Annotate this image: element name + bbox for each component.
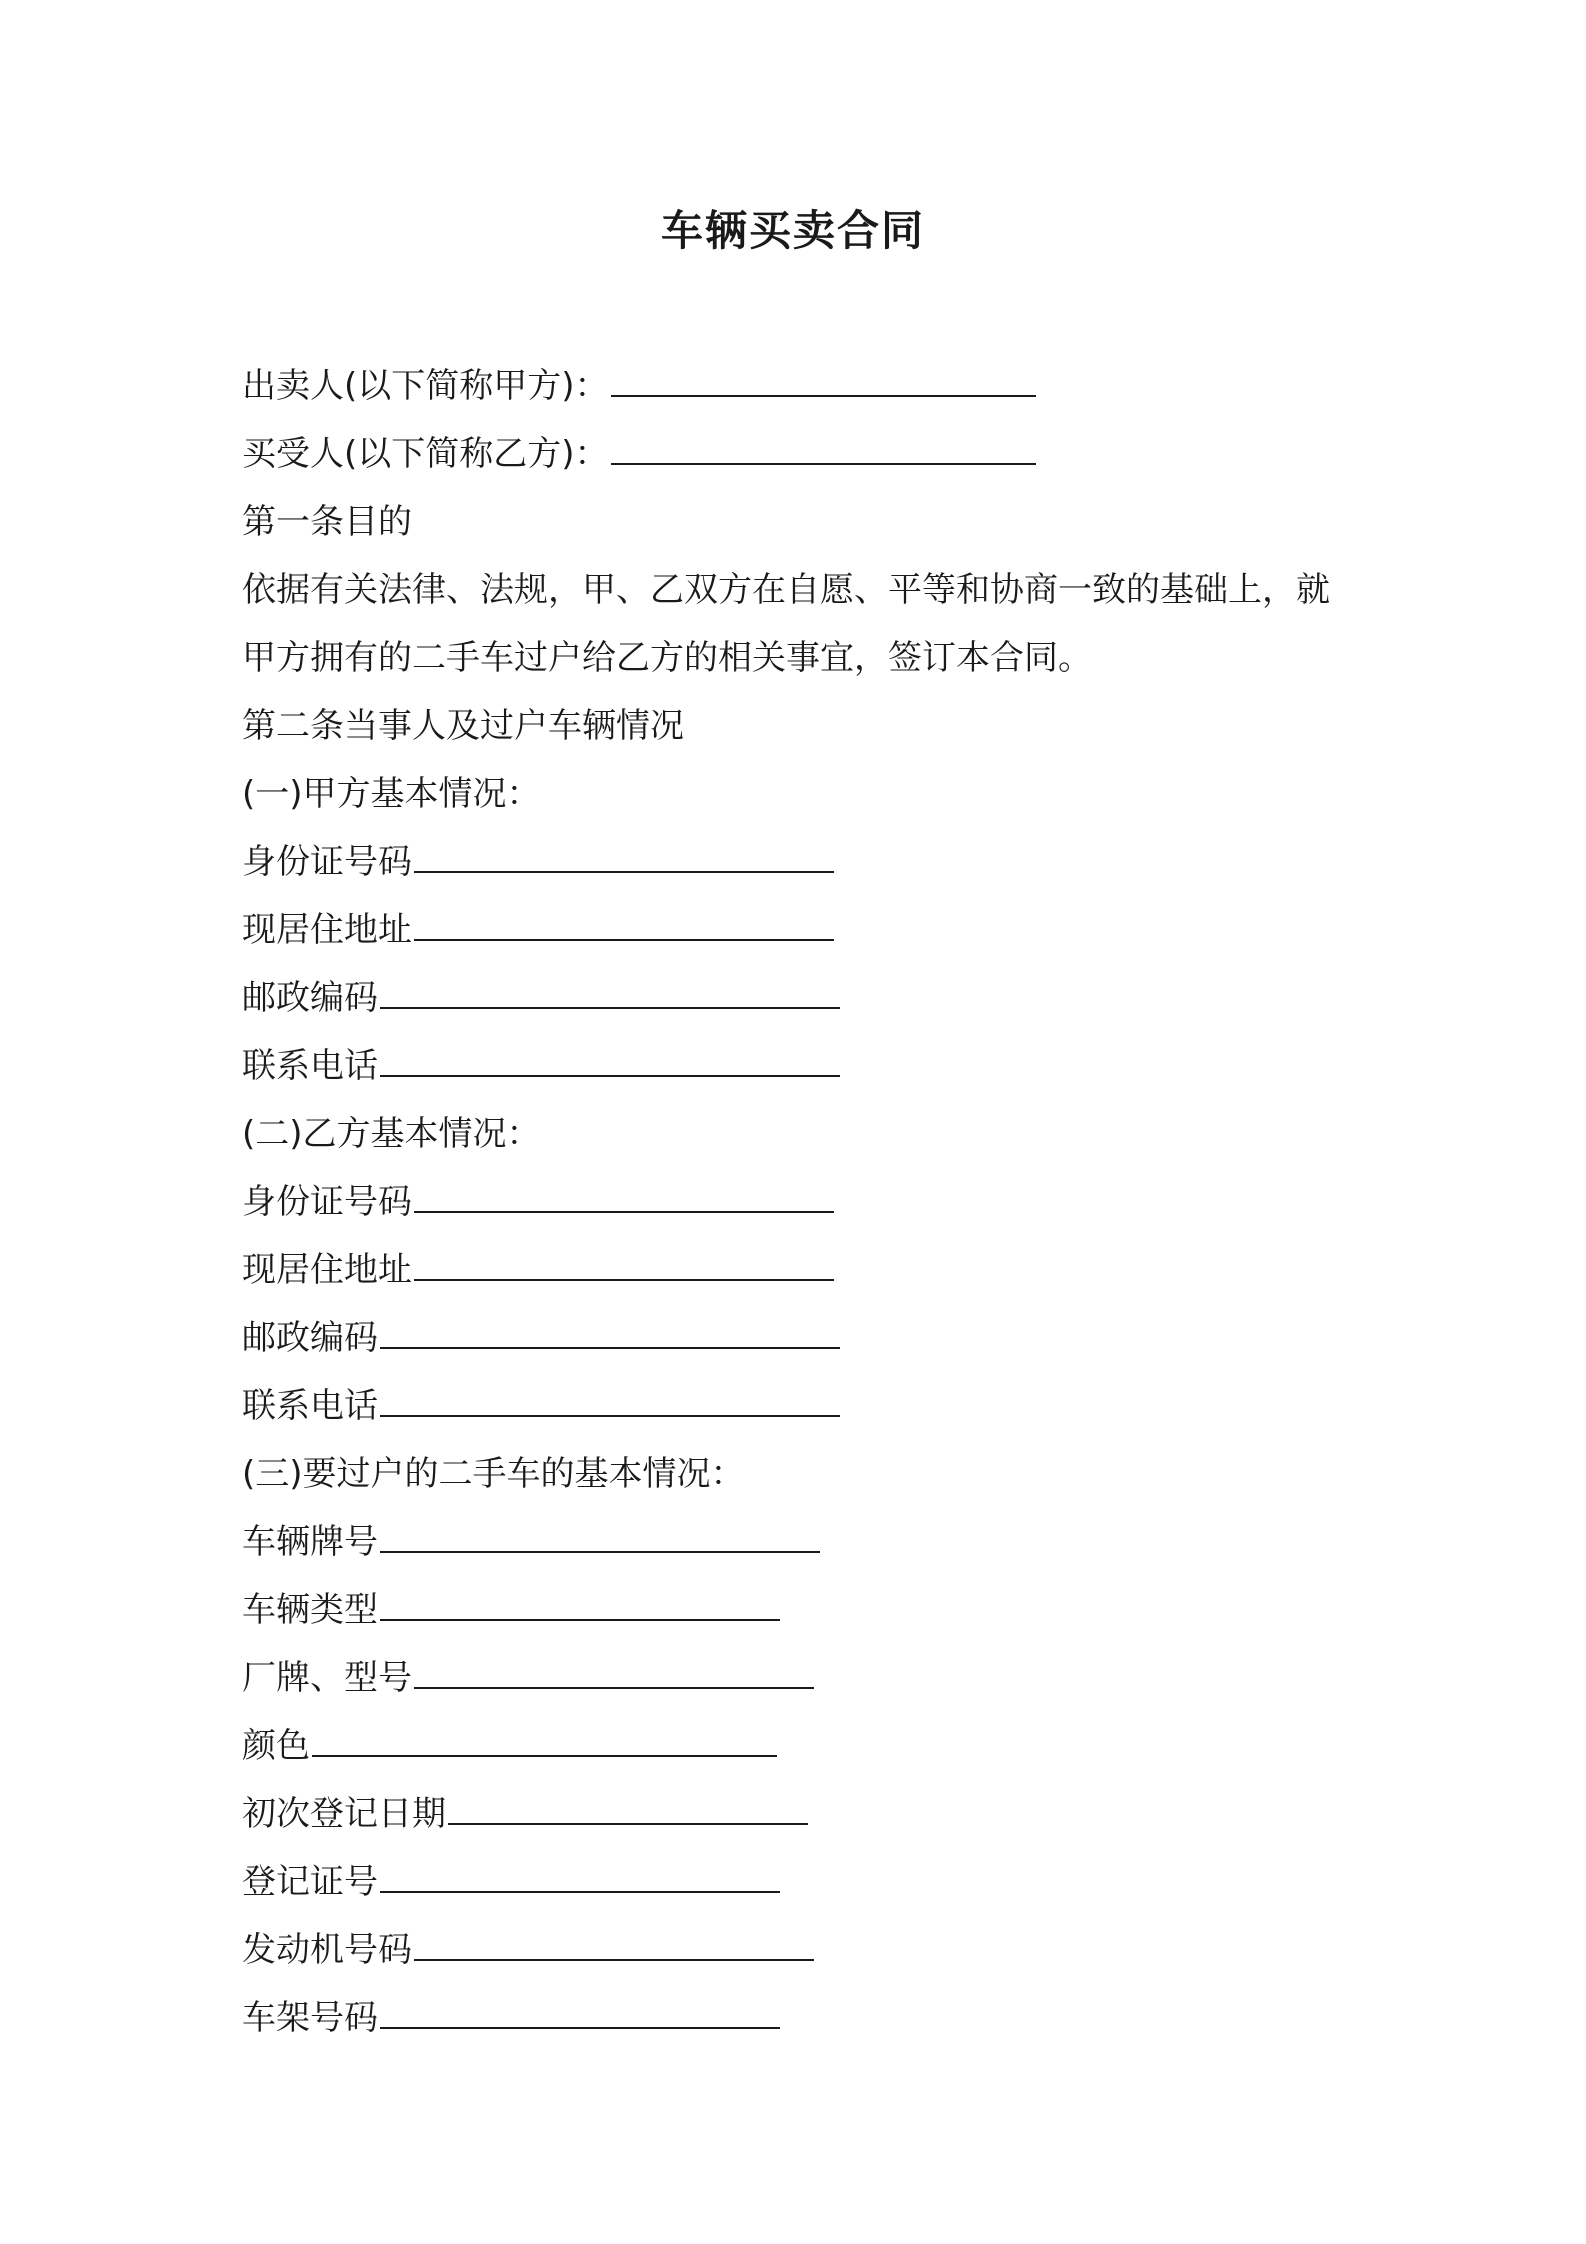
party-a-address-label: 现居住地址	[242, 910, 412, 950]
party-b-postcode-label: 邮政编码	[242, 1318, 378, 1358]
party-a-postcode-line	[242, 964, 1352, 1032]
party-a-address-line	[242, 896, 1352, 964]
article1-text: 依据有关法律、法规，甲、乙双方在自愿、平等和协商一致的基础上，就甲方拥有的二手车过户给乙方的相关事宜，签订本合同。	[242, 570, 1330, 678]
seller-label: 出卖人(以下简称甲方)：	[242, 366, 609, 406]
buyer-label: 买受人(以下简称乙方)：	[242, 434, 609, 474]
party-b-phone-line	[242, 1372, 1352, 1440]
vehicle-first-reg-blank[interactable]	[448, 1789, 808, 1825]
party-b-postcode-blank[interactable]	[380, 1313, 840, 1349]
vehicle-first-reg-label: 初次登记日期	[242, 1794, 446, 1834]
party-b-address-blank[interactable]	[414, 1245, 834, 1281]
vehicle-type-line	[242, 1576, 1352, 1644]
vehicle-engine-label: 发动机号码	[242, 1930, 412, 1970]
party-a-id-label: 身份证号码	[242, 842, 412, 882]
vehicle-brand-blank[interactable]	[414, 1653, 814, 1689]
seller-blank[interactable]	[611, 361, 1036, 397]
document-title: 车辆买卖合同	[660, 206, 925, 255]
vehicle-color-label: 颜色	[242, 1726, 310, 1766]
vehicle-engine-blank[interactable]	[414, 1925, 814, 1961]
party-a-address-blank[interactable]	[414, 905, 834, 941]
party-a-heading: (一)甲方基本情况：	[242, 774, 541, 814]
vehicle-brand-label: 厂牌、型号	[242, 1658, 412, 1698]
party-b-address-line	[242, 1236, 1352, 1304]
vehicle-first-reg-line	[242, 1780, 1352, 1848]
party-a-phone-label: 联系电话	[242, 1046, 378, 1086]
party-a-id-blank[interactable]	[414, 837, 834, 873]
vehicle-frame-label: 车架号码	[242, 1998, 378, 2038]
vehicle-color-blank[interactable]	[312, 1721, 777, 1757]
party-b-heading: (二)乙方基本情况：	[242, 1114, 541, 1154]
party-a-phone-blank[interactable]	[380, 1041, 840, 1077]
vehicle-frame-line	[242, 1984, 1352, 2052]
vehicle-engine-line	[242, 1916, 1352, 1984]
buyer-line	[242, 420, 1352, 488]
seller-line	[242, 352, 1352, 420]
vehicle-color-line	[242, 1712, 1352, 1780]
buyer-blank[interactable]	[611, 429, 1036, 465]
vehicle-plate-line	[242, 1508, 1352, 1576]
party-b-id-line	[242, 1168, 1352, 1236]
vehicle-plate-label: 车辆牌号	[242, 1522, 378, 1562]
party-b-id-blank[interactable]	[414, 1177, 834, 1213]
vehicle-plate-blank[interactable]	[380, 1517, 820, 1553]
vehicle-reg-cert-blank[interactable]	[380, 1857, 780, 1893]
article2-heading: 第二条当事人及过户车辆情况	[242, 706, 684, 746]
vehicle-reg-cert-label: 登记证号	[242, 1862, 378, 1902]
vehicle-reg-cert-line	[242, 1848, 1352, 1916]
article1-heading: 第一条目的	[242, 502, 412, 542]
party-b-address-label: 现居住地址	[242, 1250, 412, 1290]
party-b-phone-label: 联系电话	[242, 1386, 378, 1426]
party-a-id-line	[242, 828, 1352, 896]
document-body	[242, 352, 1352, 2052]
vehicle-type-blank[interactable]	[380, 1585, 780, 1621]
party-b-postcode-line	[242, 1304, 1352, 1372]
vehicle-frame-blank[interactable]	[380, 1993, 780, 2029]
party-a-postcode-label: 邮政编码	[242, 978, 378, 1018]
vehicle-type-label: 车辆类型	[242, 1590, 378, 1630]
party-a-phone-line	[242, 1032, 1352, 1100]
vehicle-brand-line	[242, 1644, 1352, 1712]
vehicle-heading: (三)要过户的二手车的基本情况：	[242, 1454, 745, 1494]
party-b-id-label: 身份证号码	[242, 1182, 412, 1222]
party-a-postcode-blank[interactable]	[380, 973, 840, 1009]
party-b-phone-blank[interactable]	[380, 1381, 840, 1417]
